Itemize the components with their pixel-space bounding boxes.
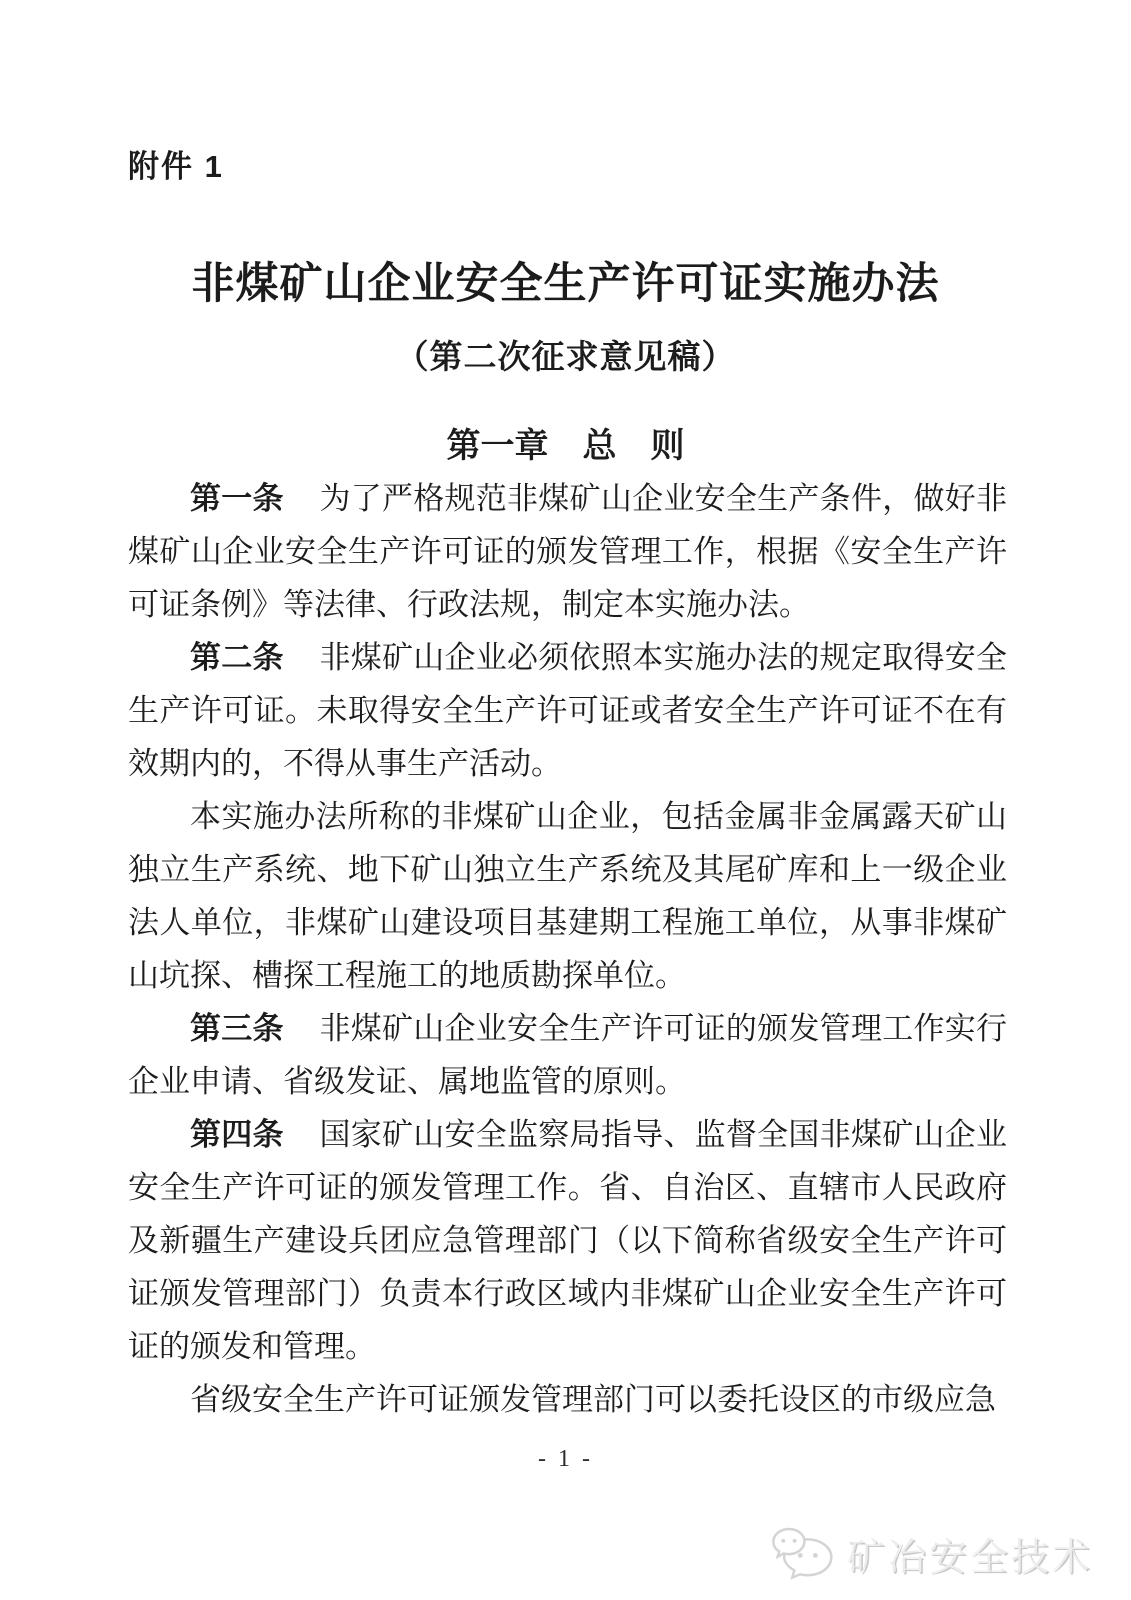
paragraph-article-4-cont [128, 1373, 1007, 1426]
document-title: 非煤矿山企业安全生产许可证实施办法 [191, 261, 940, 308]
paragraph-article-4 [128, 1108, 1007, 1373]
article-number: 第四条 [190, 1117, 284, 1152]
watermark-text: 矿冶安全技术 [846, 1537, 1093, 1579]
paragraph-article-1 [128, 472, 1007, 631]
article-number: 第一条 [190, 481, 284, 516]
article-number: 第三条 [190, 1011, 284, 1046]
chapter-heading: 第一章 总 则 [446, 427, 685, 465]
document-subtitle: （第二次征求意见稿） [395, 340, 736, 376]
paragraph-text: 为了严格规范非煤矿山企业安全生产条件，做好非煤矿山企业安全生产许可证的颁发管理工作，根据《安全生产许可证条例》等法律、行政法规，制定本实施办法。 [128, 481, 1007, 622]
paragraph-article-2 [128, 631, 1007, 790]
watermark [771, 1526, 1093, 1581]
paragraph-text: 国家矿山安全监察局指导、监督全国非煤矿山企业安全生产许可证的颁发管理工作。省、自治区、直辖市人民政府及新疆生产建设兵团应急管理部门（以下简称省级安全生产许可证颁发管理部门）负责本行政区域内非煤矿山企业安全生产许可证的颁发和管理。 [128, 1117, 1007, 1364]
paragraph-text: 本实施办法所称的非煤矿山企业，包括金属非金属露天矿山独立生产系统、地下矿山独立生产系统及其尾矿库和上一级企业法人单位，非煤矿山建设项目基建期工程施工单位，从事非煤矿山坑探、槽探工程施工的地质勘探单位。 [128, 799, 1007, 993]
article-number: 第二条 [190, 640, 284, 675]
attachment-label: 附件 1 [128, 149, 224, 184]
paragraph-article-2-cont [128, 790, 1007, 1002]
document-body [128, 472, 1007, 1426]
page-number: - 1 - [538, 1446, 593, 1472]
paragraph-text: 非煤矿山企业安全生产许可证的颁发管理工作实行企业申请、省级发证、属地监管的原则。 [128, 1011, 1007, 1099]
wechat-icon [771, 1527, 837, 1581]
paragraph-article-3 [128, 1002, 1007, 1108]
paragraph-text: 非煤矿山企业必须依照本实施办法的规定取得安全生产许可证。未取得安全生产许可证或者安全生产许可证不在有效期内的，不得从事生产活动。 [128, 640, 1007, 781]
paragraph-text: 省级安全生产许可证颁发管理部门可以委托设区的市级应急 [190, 1382, 996, 1417]
